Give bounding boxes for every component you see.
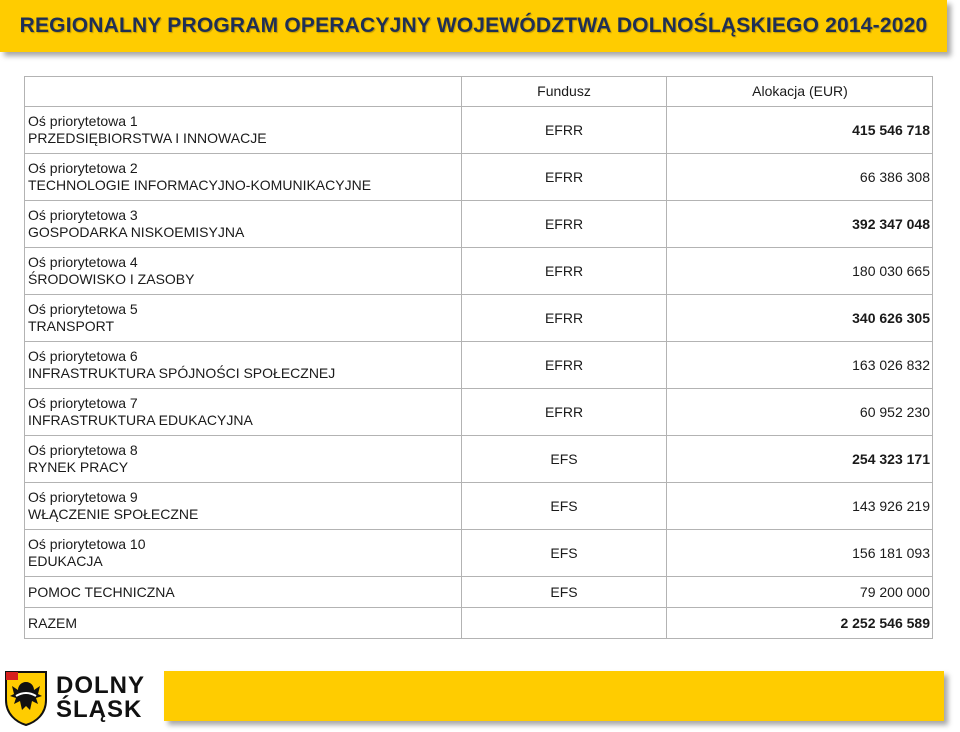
table-row bbox=[25, 389, 933, 436]
axis-cell bbox=[25, 201, 462, 248]
technical-assistance-row bbox=[25, 577, 933, 608]
axis-label: Oś priorytetowa 3 bbox=[28, 207, 138, 223]
total-fund-cell bbox=[462, 608, 667, 639]
header-cell-allocation: Alokacja (EUR) bbox=[667, 77, 933, 107]
axis-name: RYNEK PRACY bbox=[28, 459, 129, 475]
coat-of-arms-icon bbox=[4, 670, 48, 726]
fund-cell: EFS bbox=[462, 483, 667, 530]
axis-label: Oś priorytetowa 8 bbox=[28, 442, 138, 458]
fund-cell: EFRR bbox=[462, 389, 667, 436]
table-row bbox=[25, 201, 933, 248]
logo-wordmark bbox=[56, 674, 145, 722]
axis-cell bbox=[25, 107, 462, 154]
allocation-cell: 392 347 048 bbox=[667, 201, 933, 248]
allocation-cell: 163 026 832 bbox=[667, 342, 933, 389]
axis-cell bbox=[25, 154, 462, 201]
axis-label: Oś priorytetowa 10 bbox=[28, 536, 146, 552]
fund-cell: EFRR bbox=[462, 248, 667, 295]
footer-banner bbox=[164, 671, 944, 721]
fund-cell: EFRR bbox=[462, 154, 667, 201]
allocation-table-wrapper bbox=[24, 76, 933, 639]
table-row bbox=[25, 154, 933, 201]
fund-cell: EFS bbox=[462, 436, 667, 483]
table-row bbox=[25, 483, 933, 530]
header-cell-empty bbox=[25, 77, 462, 107]
axis-name: WŁĄCZENIE SPOŁECZNE bbox=[28, 506, 199, 522]
allocation-cell: 66 386 308 bbox=[667, 154, 933, 201]
table-row bbox=[25, 436, 933, 483]
table-row bbox=[25, 530, 933, 577]
fund-cell: EFRR bbox=[462, 295, 667, 342]
axis-label: Oś priorytetowa 5 bbox=[28, 301, 138, 317]
allocation-cell: 340 626 305 bbox=[667, 295, 933, 342]
axis-name: TRANSPORT bbox=[28, 318, 115, 334]
table-row bbox=[25, 107, 933, 154]
axis-cell bbox=[25, 248, 462, 295]
fund-cell: EFRR bbox=[462, 201, 667, 248]
technical-allocation-cell: 79 200 000 bbox=[667, 577, 933, 608]
fund-cell: EFS bbox=[462, 530, 667, 577]
axis-cell bbox=[25, 389, 462, 436]
axis-name: INFRASTRUKTURA EDUKACYJNA bbox=[28, 412, 253, 428]
allocation-cell: 180 030 665 bbox=[667, 248, 933, 295]
allocation-cell: 156 181 093 bbox=[667, 530, 933, 577]
fund-cell: EFRR bbox=[462, 107, 667, 154]
axis-name: INFRASTRUKTURA SPÓJNOŚCI SPOŁECZNEJ bbox=[28, 365, 336, 381]
axis-label: Oś priorytetowa 1 bbox=[28, 113, 138, 129]
logo-line-2: ŚLĄSK bbox=[56, 696, 143, 723]
allocation-cell: 415 546 718 bbox=[667, 107, 933, 154]
table-row bbox=[25, 295, 933, 342]
allocation-cell: 254 323 171 bbox=[667, 436, 933, 483]
axis-name: PRZEDSIĘBIORSTWA I INNOWACJE bbox=[28, 130, 267, 146]
total-row bbox=[25, 608, 933, 639]
allocation-table bbox=[24, 76, 933, 639]
axis-name: TECHNOLOGIE INFORMACYJNO-KOMUNIKACYJNE bbox=[28, 177, 372, 193]
axis-label: Oś priorytetowa 2 bbox=[28, 160, 138, 176]
total-allocation-cell: 2 252 546 589 bbox=[667, 608, 933, 639]
page-title: REGIONALNY PROGRAM OPERACYJNY WOJEWÓDZTWA DOLNOŚLĄSKIEGO 2014-2020 bbox=[19, 14, 928, 37]
table-header-row bbox=[25, 77, 933, 107]
axis-label: Oś priorytetowa 7 bbox=[28, 395, 138, 411]
technical-name-cell: POMOC TECHNICZNA bbox=[25, 577, 462, 608]
fund-cell: EFRR bbox=[462, 342, 667, 389]
axis-label: Oś priorytetowa 9 bbox=[28, 489, 138, 505]
allocation-cell: 60 952 230 bbox=[667, 389, 933, 436]
axis-cell bbox=[25, 295, 462, 342]
allocation-cell: 143 926 219 bbox=[667, 483, 933, 530]
axis-cell bbox=[25, 530, 462, 577]
axis-label: Oś priorytetowa 4 bbox=[28, 254, 138, 270]
table-row bbox=[25, 248, 933, 295]
axis-name: GOSPODARKA NISKOEMISYJNA bbox=[28, 224, 245, 240]
table-row bbox=[25, 342, 933, 389]
dolny-slask-logo bbox=[4, 669, 160, 727]
technical-fund-cell: EFS bbox=[462, 577, 667, 608]
axis-cell bbox=[25, 342, 462, 389]
axis-cell bbox=[25, 436, 462, 483]
logo-line-1: DOLNY bbox=[56, 672, 145, 699]
axis-label: Oś priorytetowa 6 bbox=[28, 348, 138, 364]
header-banner bbox=[0, 0, 947, 52]
axis-cell bbox=[25, 483, 462, 530]
axis-name: ŚRODOWISKO I ZASOBY bbox=[28, 271, 195, 287]
axis-name: EDUKACJA bbox=[28, 553, 103, 569]
header-cell-fund: Fundusz bbox=[462, 77, 667, 107]
total-name-cell: RAZEM bbox=[25, 608, 462, 639]
